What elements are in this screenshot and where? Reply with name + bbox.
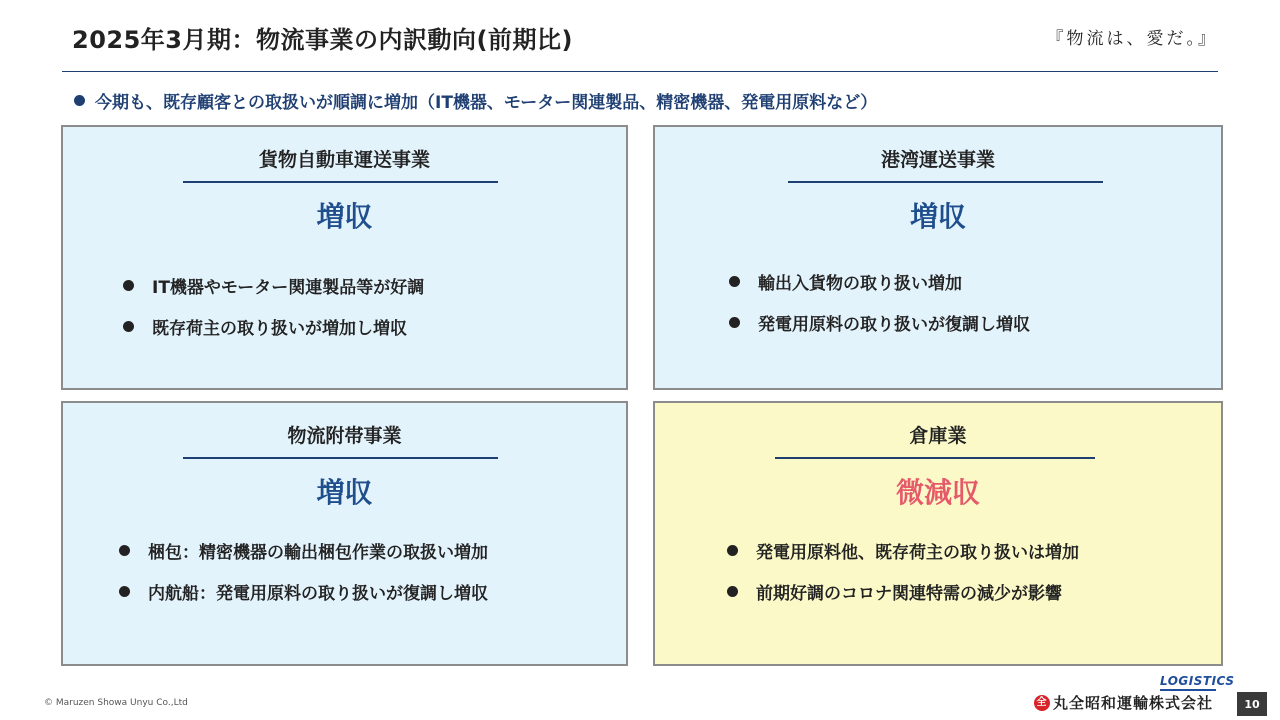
panel-warehouse <box>653 401 1223 666</box>
copyright: © Maruzen Showa Unyu Co.,Ltd <box>44 698 188 708</box>
bullet-list <box>729 268 1030 350</box>
bullet-list <box>727 537 1079 619</box>
bullet-dot-icon <box>123 280 134 291</box>
panel-divider <box>788 181 1103 183</box>
title-divider <box>62 71 1218 72</box>
page-title: 2025年3月期：物流事業の内訳動向(前期比) <box>72 26 573 54</box>
panel-divider <box>775 457 1095 459</box>
panel-title: 港湾運送事業 <box>880 149 995 171</box>
summary-text: 今期も、既存顧客との取扱いが順調に増加（IT機器、モーター関連製品、精密機器、発電用原料など） <box>95 93 878 113</box>
list-item-text: 輸出入貨物の取り扱い増加 <box>758 273 962 294</box>
logo-underline <box>1160 689 1216 691</box>
panel-port <box>653 125 1223 390</box>
logistics-logo <box>1160 674 1235 691</box>
bullet-list <box>123 272 424 354</box>
page-number: 10 <box>1237 692 1267 716</box>
panel-result: 微減収 <box>895 476 980 509</box>
list-item-text: 梱包：精密機器の輸出梱包作業の取扱い増加 <box>148 542 488 563</box>
panel-divider <box>183 457 498 459</box>
list-item-text: 発電用原料の取り扱いが復調し増収 <box>758 314 1030 335</box>
panel-divider <box>183 181 498 183</box>
panel-result: 増収 <box>316 476 373 509</box>
panel-result: 増収 <box>316 200 373 233</box>
list-item <box>729 309 1030 335</box>
panel-result: 増収 <box>909 200 966 233</box>
list-item <box>727 537 1079 563</box>
list-item-text: 前期好調のコロナ関連特需の減少が影響 <box>756 583 1062 604</box>
list-item <box>729 268 1030 294</box>
panel-ancillary <box>61 401 628 666</box>
bullet-dot-icon <box>123 321 134 332</box>
list-item <box>119 578 488 604</box>
company-name: 丸全昭和運輸株式会社 <box>1053 694 1214 712</box>
bullet-dot-icon <box>727 545 738 556</box>
list-item-text: IT機器やモーター関連製品等が好調 <box>152 277 425 298</box>
bullet-dot-icon <box>74 95 85 106</box>
list-item-text: 発電用原料他、既存荷主の取り扱いは増加 <box>756 542 1079 563</box>
list-item <box>123 272 424 298</box>
bullet-dot-icon <box>119 545 130 556</box>
list-item-text: 既存荷主の取り扱いが増加し増収 <box>152 318 407 339</box>
list-item <box>119 537 488 563</box>
bullet-dot-icon <box>729 276 740 287</box>
panel-title: 倉庫業 <box>909 425 967 447</box>
bullet-dot-icon <box>119 586 130 597</box>
list-item-text: 内航船：発電用原料の取り扱いが復調し増収 <box>148 583 488 604</box>
panel-title: 貨物自動車運送事業 <box>258 149 430 171</box>
bullet-dot-icon <box>727 586 738 597</box>
summary-line <box>74 88 877 113</box>
list-item <box>727 578 1079 604</box>
list-item <box>123 313 424 339</box>
company-logo <box>1034 692 1213 713</box>
panel-trucking <box>61 125 628 390</box>
company-emblem-icon: 全 <box>1034 695 1050 711</box>
panel-title: 物流附帯事業 <box>287 425 402 447</box>
bullet-list <box>119 537 488 619</box>
tagline: 『物流は、愛だ。』 <box>1046 29 1218 49</box>
bullet-dot-icon <box>729 317 740 328</box>
logistics-logo-text: LOGISTICS <box>1160 674 1235 688</box>
